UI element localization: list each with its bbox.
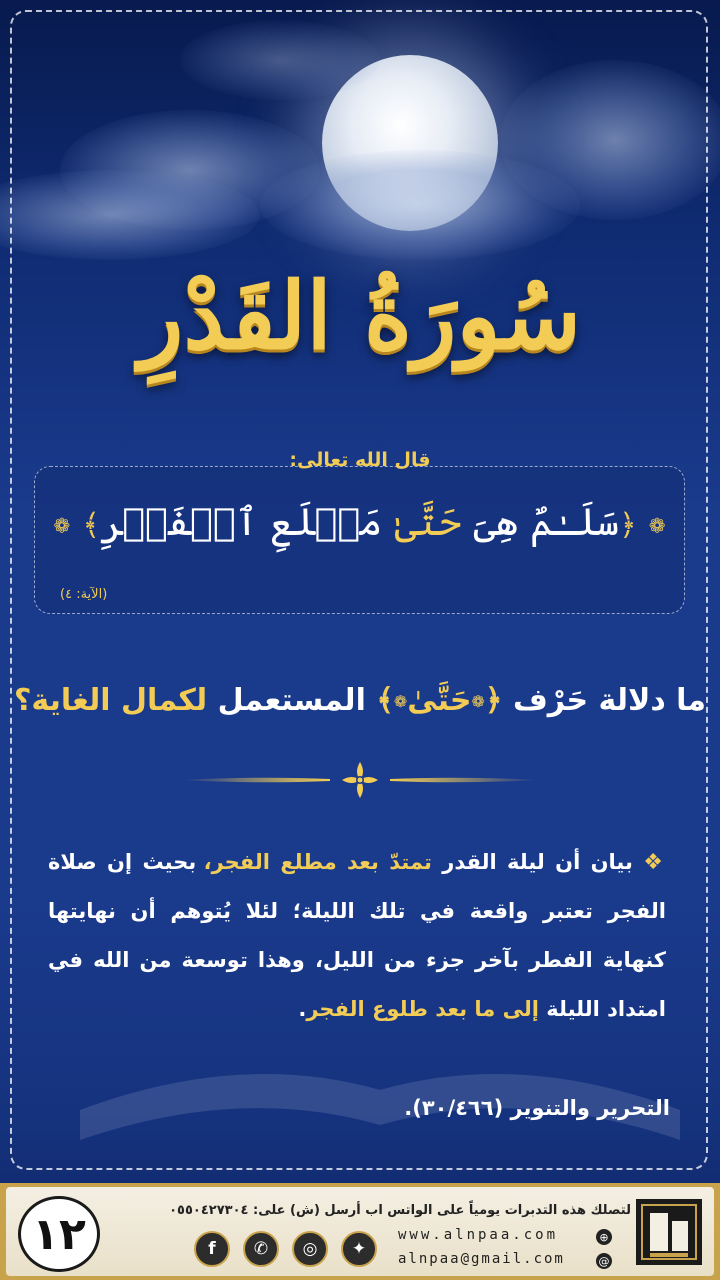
facebook-icon[interactable]: f bbox=[194, 1231, 230, 1267]
bullet-ornament-icon: ❖ bbox=[643, 850, 667, 875]
source-reference: التحرير والتنوير (٣٠/٤٦٦). bbox=[404, 1096, 670, 1120]
bracket-icon: ﴾ bbox=[376, 683, 394, 718]
question-keyword: حَتَّىٰ bbox=[407, 683, 472, 718]
instagram-icon[interactable]: ◎ bbox=[292, 1231, 328, 1267]
ornament-icon: ❁ bbox=[471, 692, 485, 711]
twitter-icon[interactable]: ✦ bbox=[341, 1231, 377, 1267]
website-link[interactable]: www.alnpaa.com bbox=[398, 1227, 559, 1243]
bracket-icon: ﴿ bbox=[484, 683, 503, 718]
whatsapp-icon[interactable]: ✆ bbox=[243, 1231, 279, 1267]
question-text: المستعمل bbox=[217, 683, 366, 718]
verse-intro: قال الله تعالى: bbox=[289, 449, 431, 471]
bracket-icon: ﴾ bbox=[82, 508, 100, 543]
ornament-icon: ❁ bbox=[53, 513, 71, 538]
body-highlight: إلى ما بعد طلوع الفجر bbox=[306, 997, 539, 1021]
globe-icon: ⊕ bbox=[596, 1229, 612, 1245]
alnpaa-logo bbox=[634, 1197, 704, 1267]
footer-band bbox=[0, 1183, 720, 1280]
body-highlight: تمتدّ بعد مطلع الفجر، bbox=[203, 850, 432, 874]
ayah-reference: (الآية: ٤) bbox=[60, 587, 108, 602]
ornament-icon: ❁ bbox=[393, 692, 408, 711]
at-icon: @ bbox=[596, 1253, 612, 1269]
verse-text: سَلَـٰمٌ هِیَ bbox=[461, 500, 620, 544]
body-text: بيان أن ليلة القدر bbox=[431, 850, 633, 874]
surah-title: سُورَةُ القَدْرِ bbox=[138, 262, 582, 370]
question-text: ما دلالة حَرْف bbox=[512, 683, 707, 718]
body-text: بحيث إن صلاة الفجر تعتبر واقعة في تلك الليلة؛ لئلا يُتوهم أن نهايتها كنهاية الفطر بآخر جزء من الليل، وهذا توسعة من الله في امتداد الليلة bbox=[48, 850, 666, 1021]
ornament-icon: ❁ bbox=[648, 513, 666, 538]
question-highlight: لكمال الغاية؟ bbox=[13, 683, 208, 718]
question-heading bbox=[0, 683, 720, 718]
divider-ornament bbox=[180, 760, 540, 800]
quran-verse bbox=[34, 500, 685, 544]
explanation-text bbox=[48, 838, 666, 1034]
body-text: . bbox=[298, 997, 307, 1021]
verse-highlight: حَتَّىٰ bbox=[394, 500, 462, 544]
subscribe-line: لتصلك هذه التدبرات يومياً على الواتس اب أرسل (ش) على: ٠٥٥٠٤٢٧٣٠٤ bbox=[169, 1203, 631, 1218]
bracket-icon: ﴿ bbox=[619, 508, 637, 543]
social-icons bbox=[194, 1231, 377, 1267]
verse-text: مَطۡلَعِ ٱلۡفَجۡرِ bbox=[99, 500, 395, 544]
footer-panel bbox=[6, 1187, 714, 1276]
post-number-badge bbox=[18, 1196, 100, 1272]
email-link[interactable]: alnpaa@gmail.com bbox=[398, 1251, 565, 1267]
post-number: ١٢ bbox=[32, 1208, 86, 1260]
